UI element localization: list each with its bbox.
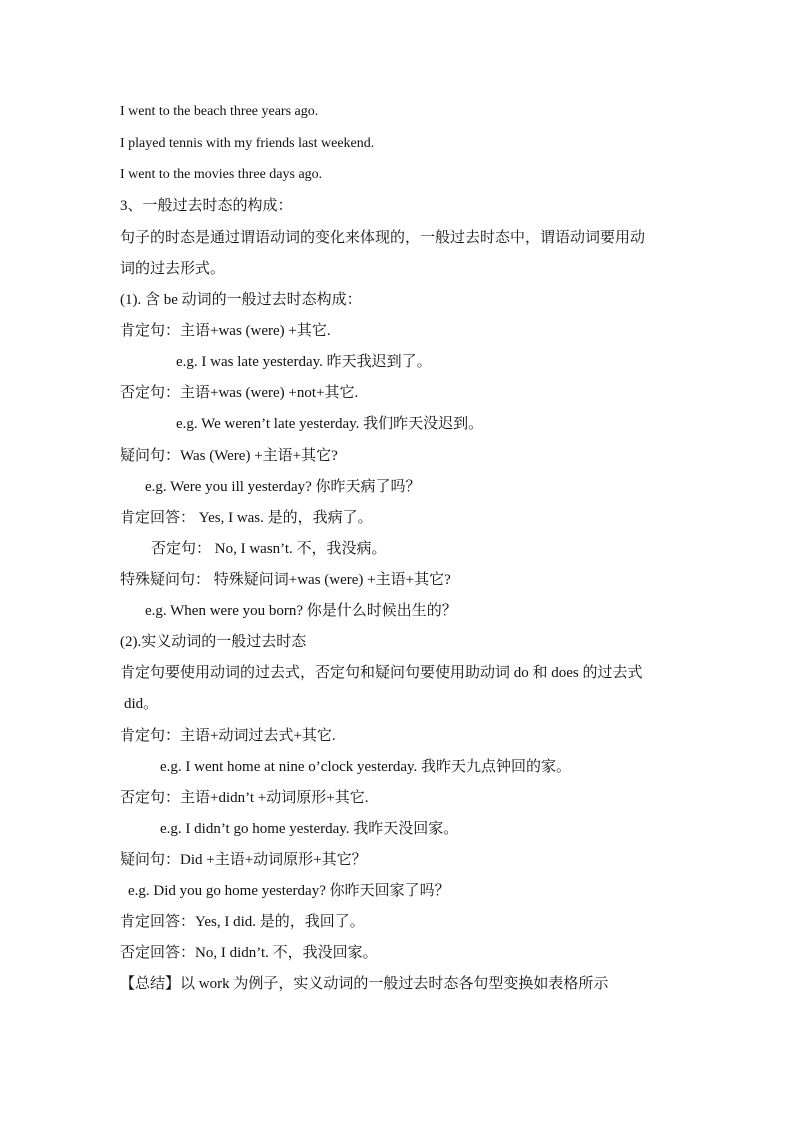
summary-line: 【总结】以 work 为例子，实义动词的一般过去时态各句型变换如表格所示 <box>120 976 609 992</box>
paragraph-line: 词的过去形式。 <box>120 261 226 277</box>
rule-line: 疑问句：Was (Were) +主语+其它? <box>120 448 338 464</box>
rule-line: 否定句：主语+was (were) +not+其它. <box>120 385 359 401</box>
answer-line: 肯定回答： Yes, I was. 是的，我病了。 <box>120 510 373 526</box>
example-sentence: I played tennis with my friends last weekend. <box>120 136 375 151</box>
answer-line: 否定句： No, I wasn’t. 不，我没病。 <box>151 541 387 557</box>
rule-line: 否定句：主语+didn’t +动词原形+其它. <box>120 790 369 806</box>
example-line: e.g. I was late yesterday. 昨天我迟到了。 <box>176 354 432 370</box>
example-line: e.g. Did you go home yesterday? 你昨天回家了吗？ <box>128 883 450 899</box>
example-line: e.g. Were you ill yesterday? 你昨天病了吗？ <box>145 479 421 495</box>
rule-line: 疑问句：Did +主语+动词原形+其它？ <box>120 852 367 868</box>
example-sentence: I went to the beach three years ago. <box>120 104 319 119</box>
answer-line: 否定回答：No, I didn’t. 不，我没回家。 <box>120 945 378 961</box>
example-sentence: I went to the movies three days ago. <box>120 167 323 182</box>
example-line: e.g. We weren’t late yesterday. 我们昨天没迟到。 <box>176 416 484 432</box>
answer-line: 肯定回答：Yes, I did. 是的，我回了。 <box>120 914 365 930</box>
paragraph-line: 句子的时态是通过谓语动词的变化来体现的，一般过去时态中，谓语动词要用动 <box>120 230 646 246</box>
section-heading: 3、一般过去时态的构成： <box>120 198 293 214</box>
rule-line: 肯定句：主语+was (were) +其它. <box>120 323 331 339</box>
subsection-heading: (2).实义动词的一般过去时态 <box>120 634 307 650</box>
paragraph-line: 肯定句要使用动词的过去式，否定句和疑问句要使用助动词 do 和 does 的过去式 <box>120 665 643 681</box>
rule-line: 特殊疑问句： 特殊疑问词+was (were) +主语+其它? <box>120 572 451 588</box>
example-line: e.g. I went home at nine o’clock yesterday. 我昨天九点钟回的家。 <box>160 759 572 775</box>
example-line: e.g. I didn’t go home yesterday. 我昨天没回家。 <box>160 821 459 837</box>
example-line: e.g. When were you born? 你是什么时候出生的？ <box>145 603 457 619</box>
rule-line: 肯定句：主语+动词过去式+其它. <box>120 728 336 744</box>
subsection-heading: (1). 含 be 动词的一般过去时态构成： <box>120 292 362 308</box>
paragraph-line: did。 <box>124 696 159 712</box>
